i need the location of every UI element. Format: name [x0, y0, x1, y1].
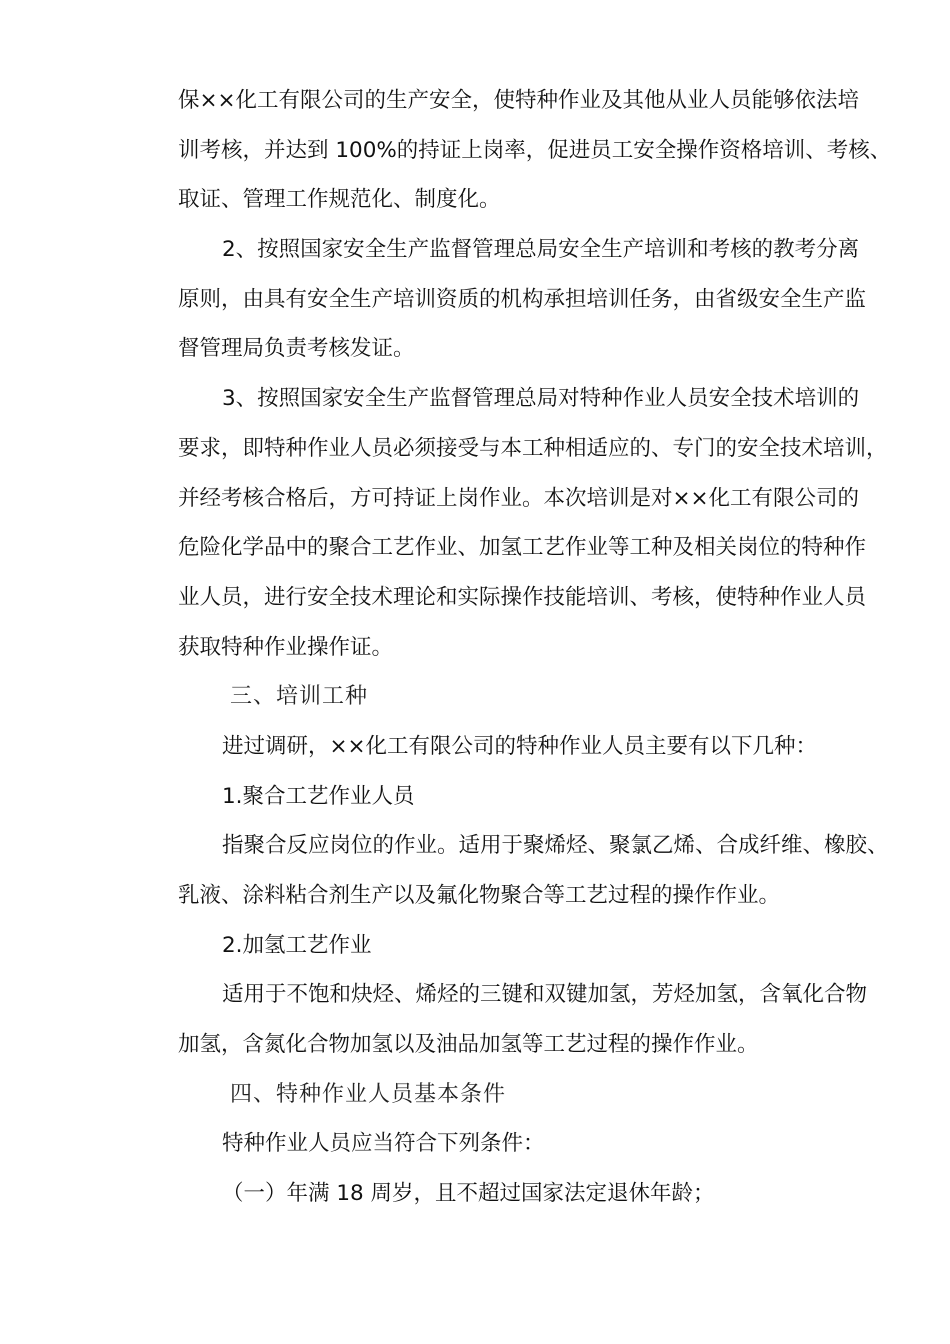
paragraph-line: 取证、管理工作规范化、制度化。 — [178, 187, 501, 212]
paragraph-line: 特种作业人员应当符合下列条件： — [222, 1131, 545, 1156]
list-item: （一）年满 18 周岁，且不超过国家法定退休年龄； — [222, 1181, 715, 1206]
paragraph-line: 指聚合反应岗位的作业。适用于聚烯烃、聚氯乙烯、合成纤维、橡胶、 — [222, 833, 889, 858]
subheading: 1.聚合工艺作业人员 — [222, 784, 415, 809]
paragraph-line: 适用于不饱和炔烃、烯烃的三键和双键加氢，芳烃加氢，含氧化合物 — [222, 982, 868, 1007]
paragraph-line: 危险化学品中的聚合工艺作业、加氢工艺作业等工种及相关岗位的特种作 — [178, 535, 867, 560]
paragraph-line: 督管理局负责考核发证。 — [178, 336, 415, 361]
paragraph-line: 原则，由具有安全生产培训资质的机构承担培训任务，由省级安全生产监 — [178, 287, 867, 312]
section-heading: 三、培训工种 — [230, 684, 369, 709]
paragraph-line: 获取特种作业操作证。 — [178, 635, 394, 660]
paragraph-line: 并经考核合格后，方可持证上岗作业。本次培训是对××化工有限公司的 — [178, 486, 860, 511]
subheading: 2.加氢工艺作业 — [222, 933, 372, 958]
paragraph-line: 训考核，并达到 100%的持证上岗率，促进员工安全操作资格培训、考核、 — [178, 138, 892, 163]
paragraph-line: 加氢，含氮化合物加氢以及油品加氢等工艺过程的操作作业。 — [178, 1032, 759, 1057]
paragraph-line: 乳液、涂料粘合剂生产以及氟化物聚合等工艺过程的操作作业。 — [178, 883, 781, 908]
section-heading: 四、特种作业人员基本条件 — [230, 1082, 507, 1107]
paragraph-line: 3、按照国家安全生产监督管理总局对特种作业人员安全技术培训的 — [222, 386, 860, 411]
paragraph-line: 要求，即特种作业人员必须接受与本工种相适应的、专门的安全技术培训， — [178, 436, 888, 461]
paragraph-line: 保××化工有限公司的生产安全，使特种作业及其他从业人员能够依法培 — [178, 88, 860, 113]
paragraph-line: 2、按照国家安全生产监督管理总局安全生产培训和考核的教考分离 — [222, 237, 860, 262]
paragraph-line: 进过调研，××化工有限公司的特种作业人员主要有以下几种： — [222, 734, 818, 759]
paragraph-line: 业人员，进行安全技术理论和实际操作技能培训、考核，使特种作业人员 — [178, 585, 867, 610]
